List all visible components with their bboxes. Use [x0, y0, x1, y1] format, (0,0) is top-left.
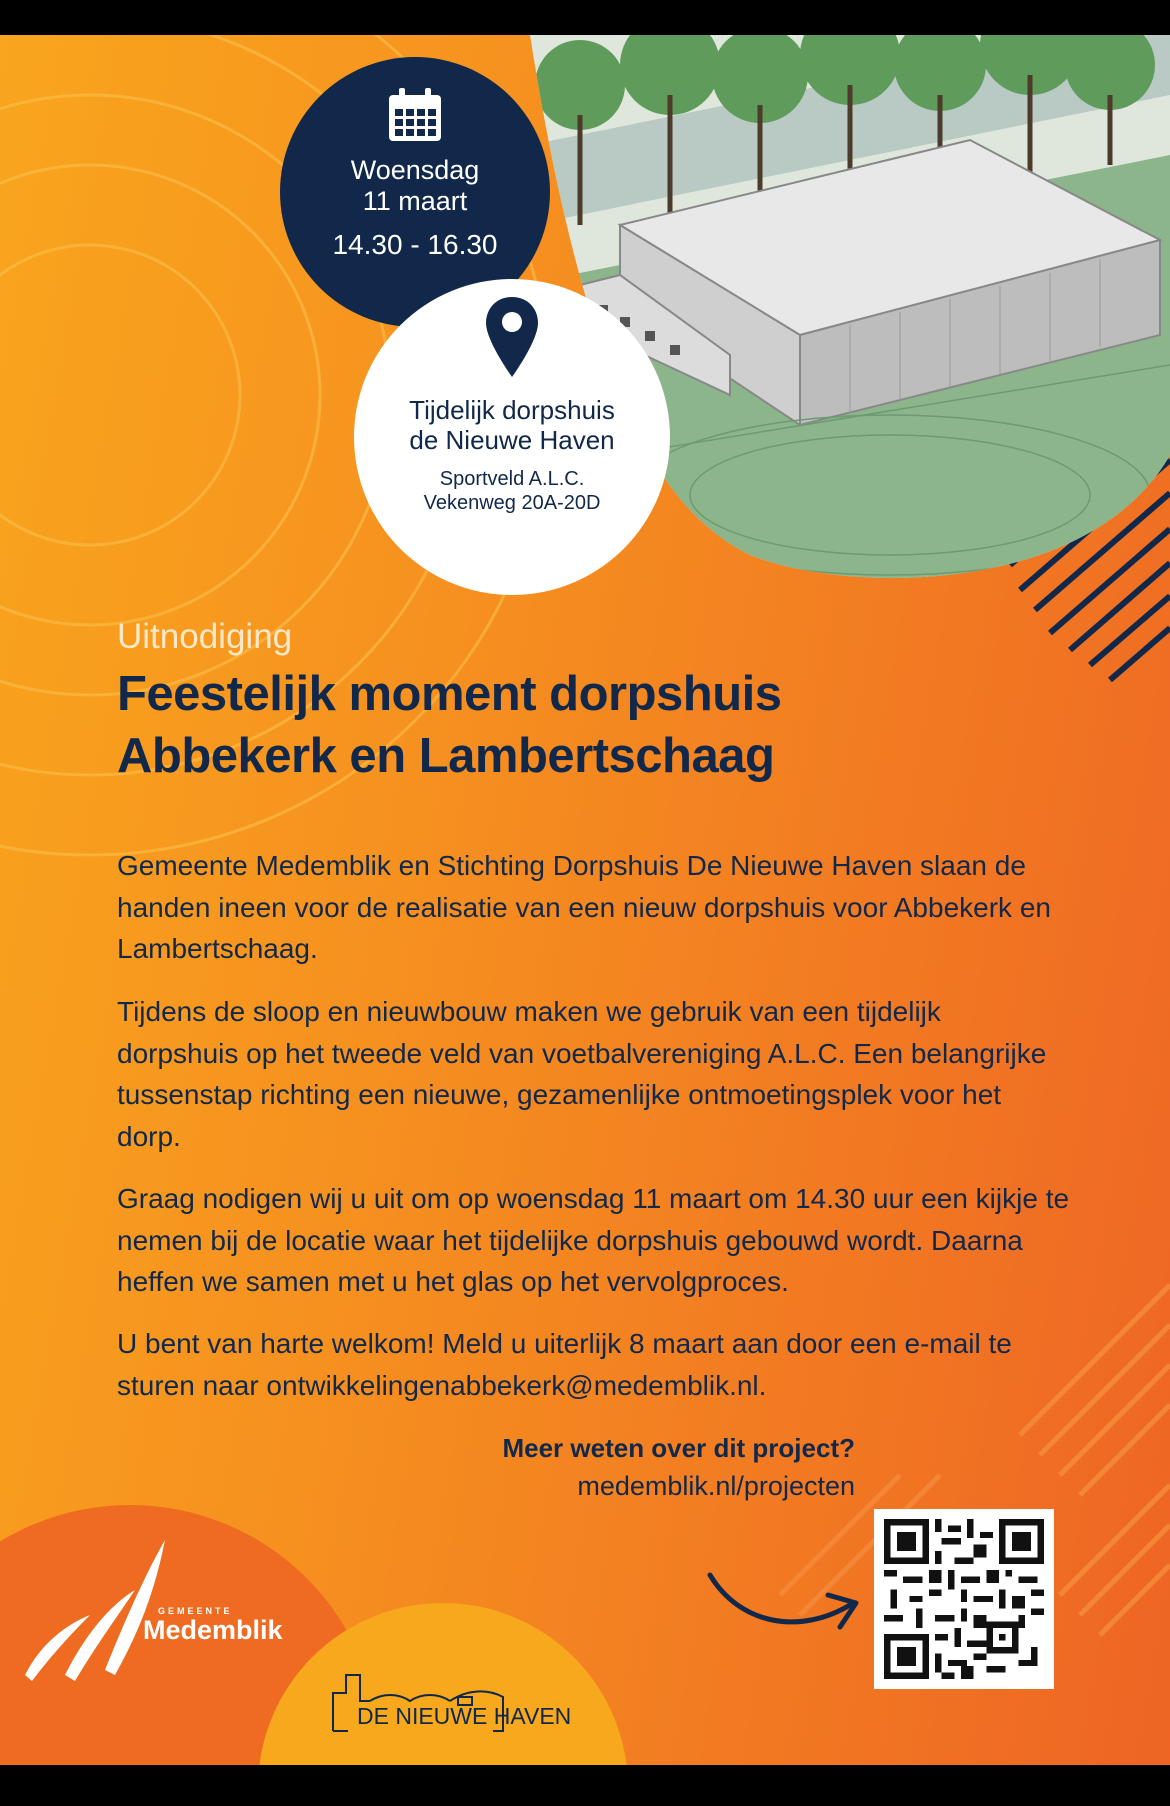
map-pin-icon — [482, 295, 542, 379]
gemeente-label: GEMEENTE — [158, 1606, 233, 1616]
location-address-line2: Vekenweg 20A-20D — [423, 492, 601, 514]
event-location-badge — [354, 279, 670, 595]
more-info-question: Meer weten over dit project? — [502, 1433, 855, 1463]
body-paragraph-2: Tijdens de sloop en nieuwbouw maken we gebruik van een tijdelijk dorpshuis op het tweede veld van voetbalvereniging A.L.C. Een belangrijke tussenstap richting een nieuwe, gezamenlijke ontmoetingsplek voor het dorp. — [117, 996, 1047, 1152]
invitation-title — [117, 663, 1017, 787]
calendar-icon — [385, 85, 445, 145]
qr-code-icon — [884, 1519, 1044, 1679]
invitation-kicker: Uitnodiging — [117, 617, 293, 656]
body-paragraph-4: U bent van harte welkom! Meld u uiterlijk 8 maart aan door een e-mail te sturen naar ontwikkelingenabbekerk@medemblik.nl. — [117, 1328, 1012, 1401]
body-paragraph-1: Gemeente Medemblik en Stichting Dorpshuis De Nieuwe Haven slaan de handen ineen voor de realisatie van een nieuw dorpshuis voor Abbekerk en Lambertschaag. — [117, 850, 1051, 964]
event-day: Woensdag — [350, 155, 480, 185]
location-name-line1: Tijdelijk dorpshuis — [409, 395, 615, 425]
medemblik-label: Medemblik — [143, 1615, 283, 1645]
location-name-line2: de Nieuwe Haven — [409, 425, 615, 455]
location-address-line1: Sportveld A.L.C. — [439, 468, 585, 490]
event-time: 14.30 - 16.30 — [332, 229, 498, 260]
de-nieuwe-haven-label: DE NIEUWE HAVEN — [357, 1703, 572, 1729]
arrow-icon — [700, 1555, 870, 1645]
body-paragraph-3: Graag nodigen wij u uit om op woensdag 11 maart om 14.30 uur een kijkje te nemen bij de locatie waar het tijdelijke dorpshuis gebouwd wordt. Daarna heffen we samen met u het glas op het vervolgproces. — [117, 1183, 1070, 1297]
qr-code[interactable] — [874, 1509, 1054, 1689]
title-line2: Abbekerk en Lambertschaag — [117, 729, 775, 783]
title-line1: Feestelijk moment dorpshuis — [117, 667, 782, 721]
event-date: 11 maart — [362, 186, 468, 216]
project-link[interactable]: medemblik.nl/projecten — [577, 1471, 855, 1501]
invitation-poster — [0, 35, 1170, 1765]
